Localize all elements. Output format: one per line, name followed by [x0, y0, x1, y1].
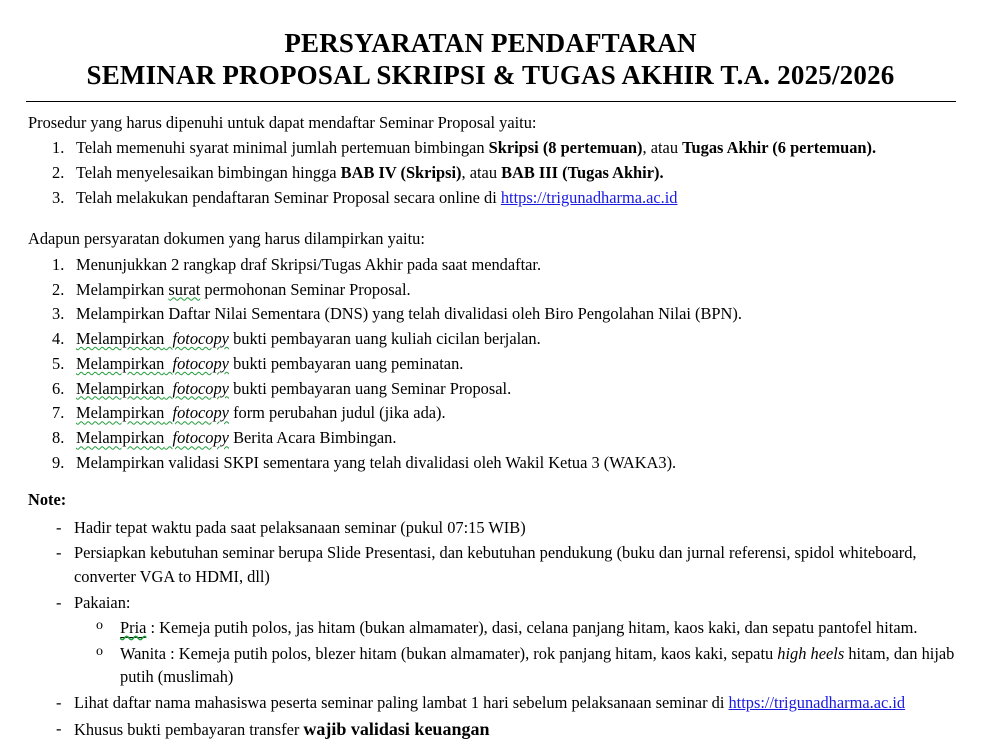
grammar-flagged-text: Melampirkan [76, 353, 165, 373]
procedure-item-3-pre: Telah melakukan pendaftaran Seminar Proposal secara online di [76, 187, 501, 207]
procedure-item-1-mid: , atau [642, 138, 683, 158]
clothing-item-pria-rest: : Kemeja putih polos, jas hitam (bukan almamater), dasi, celana panjang hitam, kaos kaki, dan sepatu pantofel hitam. [146, 617, 918, 637]
list-marker: o [96, 617, 103, 633]
section-gap [28, 210, 957, 218]
documents-item-8 [28, 426, 957, 449]
note-label: Note: [28, 490, 67, 510]
list-marker: 2. [52, 279, 65, 299]
documents-item-9 [28, 451, 957, 474]
document-body [0, 111, 981, 742]
list-marker: - [56, 592, 62, 612]
note-item-4-pre: Lihat daftar nama mahasiswa peserta seminar paling lambat 1 hari sebelum pelaksanaan seminar di [74, 692, 729, 712]
note-item-1-text: Hadir tepat waktu pada saat pelaksanaan seminar (pukul 07:15 WIB) [74, 517, 526, 537]
procedure-item-2-bold2: BAB III (Tugas Akhir). [501, 162, 664, 182]
list-marker: 8. [52, 428, 65, 448]
documents-item-3 [28, 302, 957, 325]
documents-item-2-pre: Melampirkan [76, 279, 169, 299]
clothing-sublist [74, 616, 957, 688]
documents-item-4 [28, 327, 957, 350]
documents-item-7-post: form perubahan judul (jika ada). [228, 403, 446, 423]
grammar-flagged-text: Pria [120, 617, 147, 637]
documents-item-5-post: bukti pembayaran uang peminatan. [228, 353, 464, 373]
registration-url-link[interactable]: https://trigunadharma.ac.id [500, 187, 678, 207]
procedure-item-2-pre: Telah menyelesaikan bimbingan hingga [76, 162, 341, 182]
note-item-3-text: Pakaian: [74, 592, 131, 612]
procedure-list [28, 136, 957, 209]
list-marker: - [56, 718, 62, 738]
grammar-flagged-text: Melampirkan [76, 378, 165, 398]
documents-item-8-post: Berita Acara Bimbingan. [228, 428, 397, 448]
procedure-item-1-bold2: Tugas Akhir (6 pertemuan). [682, 138, 877, 158]
documents-item-5 [28, 352, 957, 375]
note-item-4 [28, 691, 957, 714]
list-marker: 3. [52, 304, 65, 324]
procedure-item-2-bold1: BAB IV (Skripsi) [340, 162, 462, 182]
finance-validation-emphasis: wajib validasi keuangan [303, 718, 490, 739]
list-marker: 5. [52, 353, 65, 373]
clothing-item-pria [74, 616, 957, 639]
list-marker: 2. [52, 162, 65, 182]
grammar-flagged-text: Melampirkan [76, 403, 165, 423]
documents-item-1 [28, 253, 957, 276]
procedure-intro: Prosedur yang harus dipenuhi untuk dapat mendaftar Seminar Proposal yaitu: [28, 112, 537, 132]
list-marker: o [96, 643, 103, 659]
documents-list [28, 253, 957, 475]
list-marker: 6. [52, 378, 65, 398]
note-item-3 [28, 591, 957, 689]
title-line-2: SEMINAR PROPOSAL SKRIPSI & TUGAS AKHIR T.A. 2025/2026 [86, 59, 895, 90]
participant-list-url-link[interactable]: https://trigunadharma.ac.id [728, 692, 906, 712]
grammar-flagged-italic: fotocopy [172, 353, 229, 373]
list-marker: 7. [52, 403, 65, 423]
document-title-block [0, 0, 981, 92]
clothing-item-wanita-post: hitam, dan hijab putih (muslimah) [120, 643, 955, 686]
list-marker: 1. [52, 138, 65, 158]
grammar-flagged-italic: fotocopy [172, 403, 229, 423]
note-item-5-pre: Khusus bukti pembayaran transfer [74, 719, 304, 739]
title-divider [26, 101, 956, 102]
grammar-flagged-italic: fotocopy [172, 378, 229, 398]
grammar-flagged-text: Melampirkan [76, 428, 165, 448]
list-marker: - [56, 692, 62, 712]
grammar-flagged-text: surat [168, 279, 201, 299]
procedure-item-1 [28, 136, 957, 159]
documents-item-3-text: Melampirkan Daftar Nilai Sementara (DNS) yang telah divalidasi oleh Biro Pengolahan Nilai (BPN). [76, 304, 742, 324]
list-marker: 9. [52, 453, 65, 473]
clothing-item-wanita-italic: high heels [777, 643, 845, 663]
grammar-flagged-italic: fotocopy [172, 428, 229, 448]
procedure-item-2 [28, 161, 957, 184]
list-marker: 3. [52, 187, 65, 207]
procedure-item-1-bold1: Skripsi (8 pertemuan) [488, 138, 643, 158]
clothing-item-wanita-pre: Wanita : Kemeja putih polos, blezer hitam (bukan almamater), rok panjang hitam, kaos kaki, sepatu [120, 643, 778, 663]
note-list [28, 516, 957, 742]
note-item-1 [28, 516, 957, 539]
procedure-item-3 [28, 186, 957, 209]
documents-item-7 [28, 401, 957, 424]
list-marker: 4. [52, 329, 65, 349]
note-item-2-text: Persiapkan kebutuhan seminar berupa Slide Presentasi, dan kebutuhan pendukung (buku dan jurnal referensi, spidol whiteboard, converter VGA to HDMI, dll) [74, 543, 917, 586]
list-marker: 1. [52, 254, 65, 274]
documents-intro: Adapun persyaratan dokumen yang harus dilampirkan yaitu: [28, 229, 425, 249]
documents-item-1-text: Menunjukkan 2 rangkap draf Skripsi/Tugas Akhir pada saat mendaftar. [76, 254, 542, 274]
clothing-item-wanita [74, 642, 957, 689]
documents-item-2 [28, 278, 957, 301]
documents-item-6 [28, 377, 957, 400]
grammar-flagged-italic: fotocopy [172, 329, 229, 349]
procedure-item-2-mid: , atau [461, 162, 502, 182]
note-item-2 [28, 541, 957, 588]
documents-item-2-post: permohonan Seminar Proposal. [200, 279, 411, 299]
title-line-1: PERSYARATAN PENDAFTARAN [284, 28, 697, 58]
procedure-item-1-pre: Telah memenuhi syarat minimal jumlah pertemuan bimbingan [76, 138, 489, 158]
documents-item-4-post: bukti pembayaran uang kuliah cicilan berjalan. [228, 329, 541, 349]
grammar-flagged-text: Melampirkan [76, 329, 165, 349]
documents-item-9-text: Melampirkan validasi SKPI sementara yang telah divalidasi oleh Wakil Ketua 3 (WAKA3). [76, 453, 677, 473]
note-item-5 [28, 717, 957, 742]
list-marker: - [56, 543, 62, 563]
list-marker: - [56, 517, 62, 537]
documents-item-6-post: bukti pembayaran uang Seminar Proposal. [228, 378, 512, 398]
